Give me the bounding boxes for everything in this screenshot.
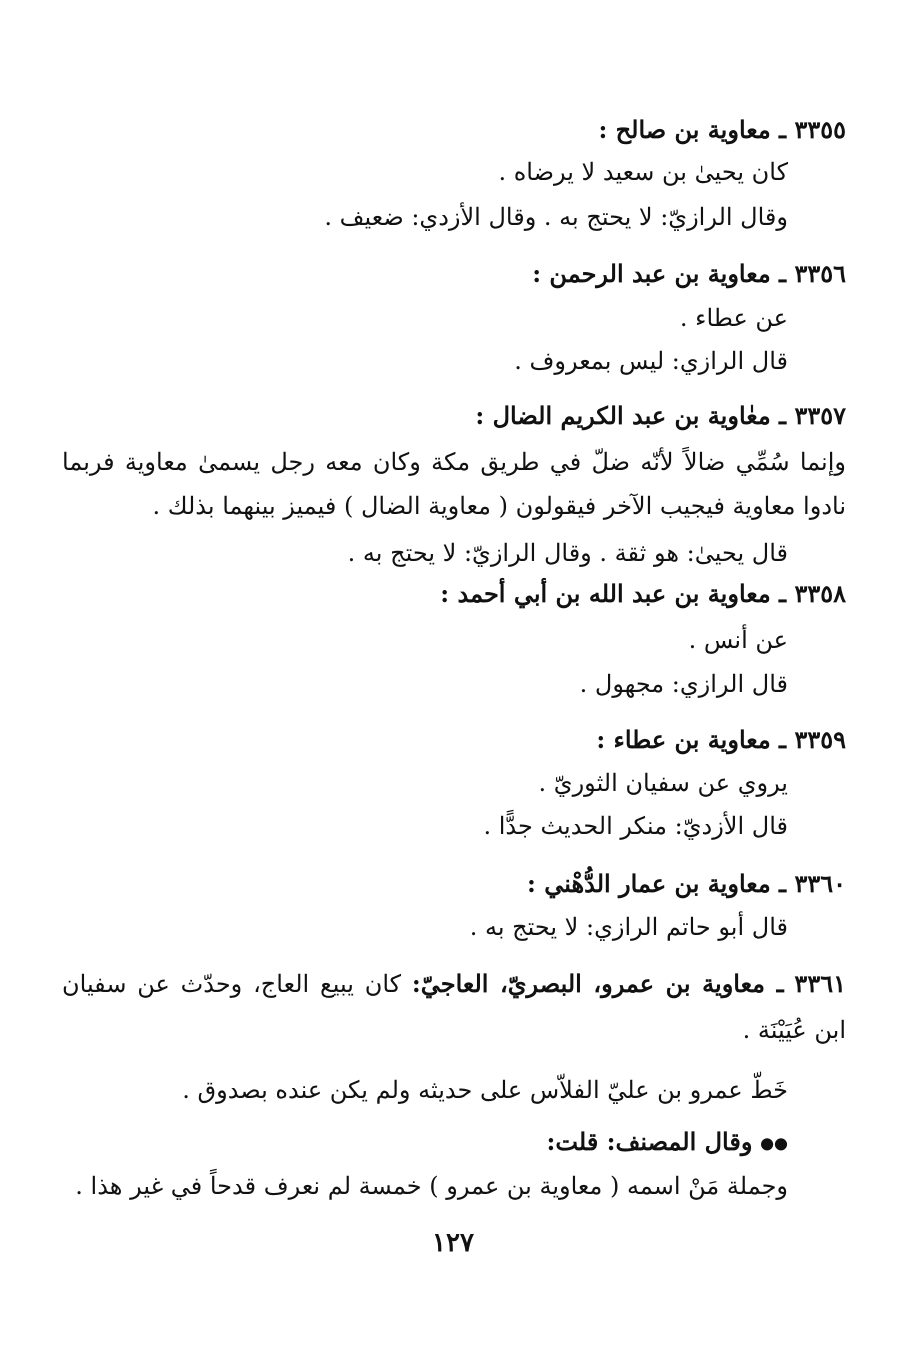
entry-text: نادوا معاوية فيجيب الآخر فيقولون ( معاوية الضال ) فيميز بينهما بذلك . — [152, 492, 846, 520]
entry-title: ـ معاوية بن عمرو، البصريّ، العاجيّ: — [411, 969, 784, 998]
entry-number: ٣٣٥٧ — [794, 401, 846, 430]
entry-number: ٣٣٦١ — [794, 969, 846, 998]
entry-number: ٣٣٥٥ — [794, 115, 846, 144]
entry-title: ـ معاوية بن عطاء : — [596, 725, 787, 754]
entry-title: ـ معاوية بن عمار الدُّهْني : — [527, 869, 787, 898]
entry-heading — [527, 868, 846, 900]
entry-title: ـ معاوية بن عبد الرحمن : — [532, 259, 787, 288]
double-bullet-icon: ●● — [760, 1133, 788, 1153]
entry-text: ابن عُيَيْنَة . — [742, 1016, 846, 1044]
entry-text: كان يحيىٰ بن سعيد لا يرضاه . — [498, 158, 788, 186]
entry-heading — [440, 578, 846, 610]
entry-text: قال أبو حاتم الرازي: لا يحتج به . — [469, 913, 788, 941]
entry-number: ٣٣٦٠ — [794, 869, 846, 898]
entry-text: كان يبيع العاج، وحدّث عن سفيان — [62, 970, 402, 998]
entry-number: ٣٣٥٦ — [794, 259, 846, 288]
entry-text: قال الرازي: مجهول . — [579, 670, 788, 698]
entry-heading — [598, 114, 846, 146]
entry-text: قال يحيىٰ: هو ثقة . وقال الرازيّ: لا يحتج به . — [347, 539, 788, 567]
entry-text: وإنما سُمِّي ضالاً لأنّه ضلّ في طريق مكة وكان معه رجل يسمىٰ معاوية فربما — [62, 448, 846, 476]
entry-number: ٣٣٥٩ — [794, 725, 846, 754]
entry-heading — [62, 968, 846, 1000]
entry-title: ـ معاوية بن صالح : — [598, 115, 787, 144]
entry-text: عن عطاء . — [679, 304, 788, 332]
entry-text: قال الأزديّ: منكر الحديث جدًّا . — [483, 812, 788, 840]
entry-text: وقال الرازيّ: لا يحتج به . وقال الأزدي: ضعيف . — [324, 203, 788, 231]
entry-title: ـ معٰاوية بن عبد الكريم الضال : — [475, 401, 787, 430]
page-number: ١٢٧ — [432, 1228, 474, 1258]
author-note-label: وقال المصنف: قلت: — [546, 1127, 753, 1156]
entry-text: عن أنس . — [688, 626, 788, 654]
author-note-heading — [546, 1126, 788, 1160]
author-note-text: وجملة مَنْ اسمه ( معاوية بن عمرو ) خمسة لم نعرف قدحاً في غير هذا . — [75, 1172, 788, 1200]
entry-heading — [532, 258, 846, 290]
entry-number: ٣٣٥٨ — [794, 579, 846, 608]
entry-heading — [475, 400, 846, 432]
entry-heading — [596, 724, 846, 756]
entry-text: خَطّ عمرو بن عليّ الفلاّس على حديثه ولم يكن عنده بصدوق . — [182, 1076, 788, 1104]
entry-text: يروي عن سفيان الثوريّ . — [538, 769, 788, 797]
entry-text: قال الرازي: ليس بمعروف . — [514, 347, 788, 375]
entry-title: ـ معاوية بن عبد الله بن أبي أحمد : — [440, 579, 787, 608]
